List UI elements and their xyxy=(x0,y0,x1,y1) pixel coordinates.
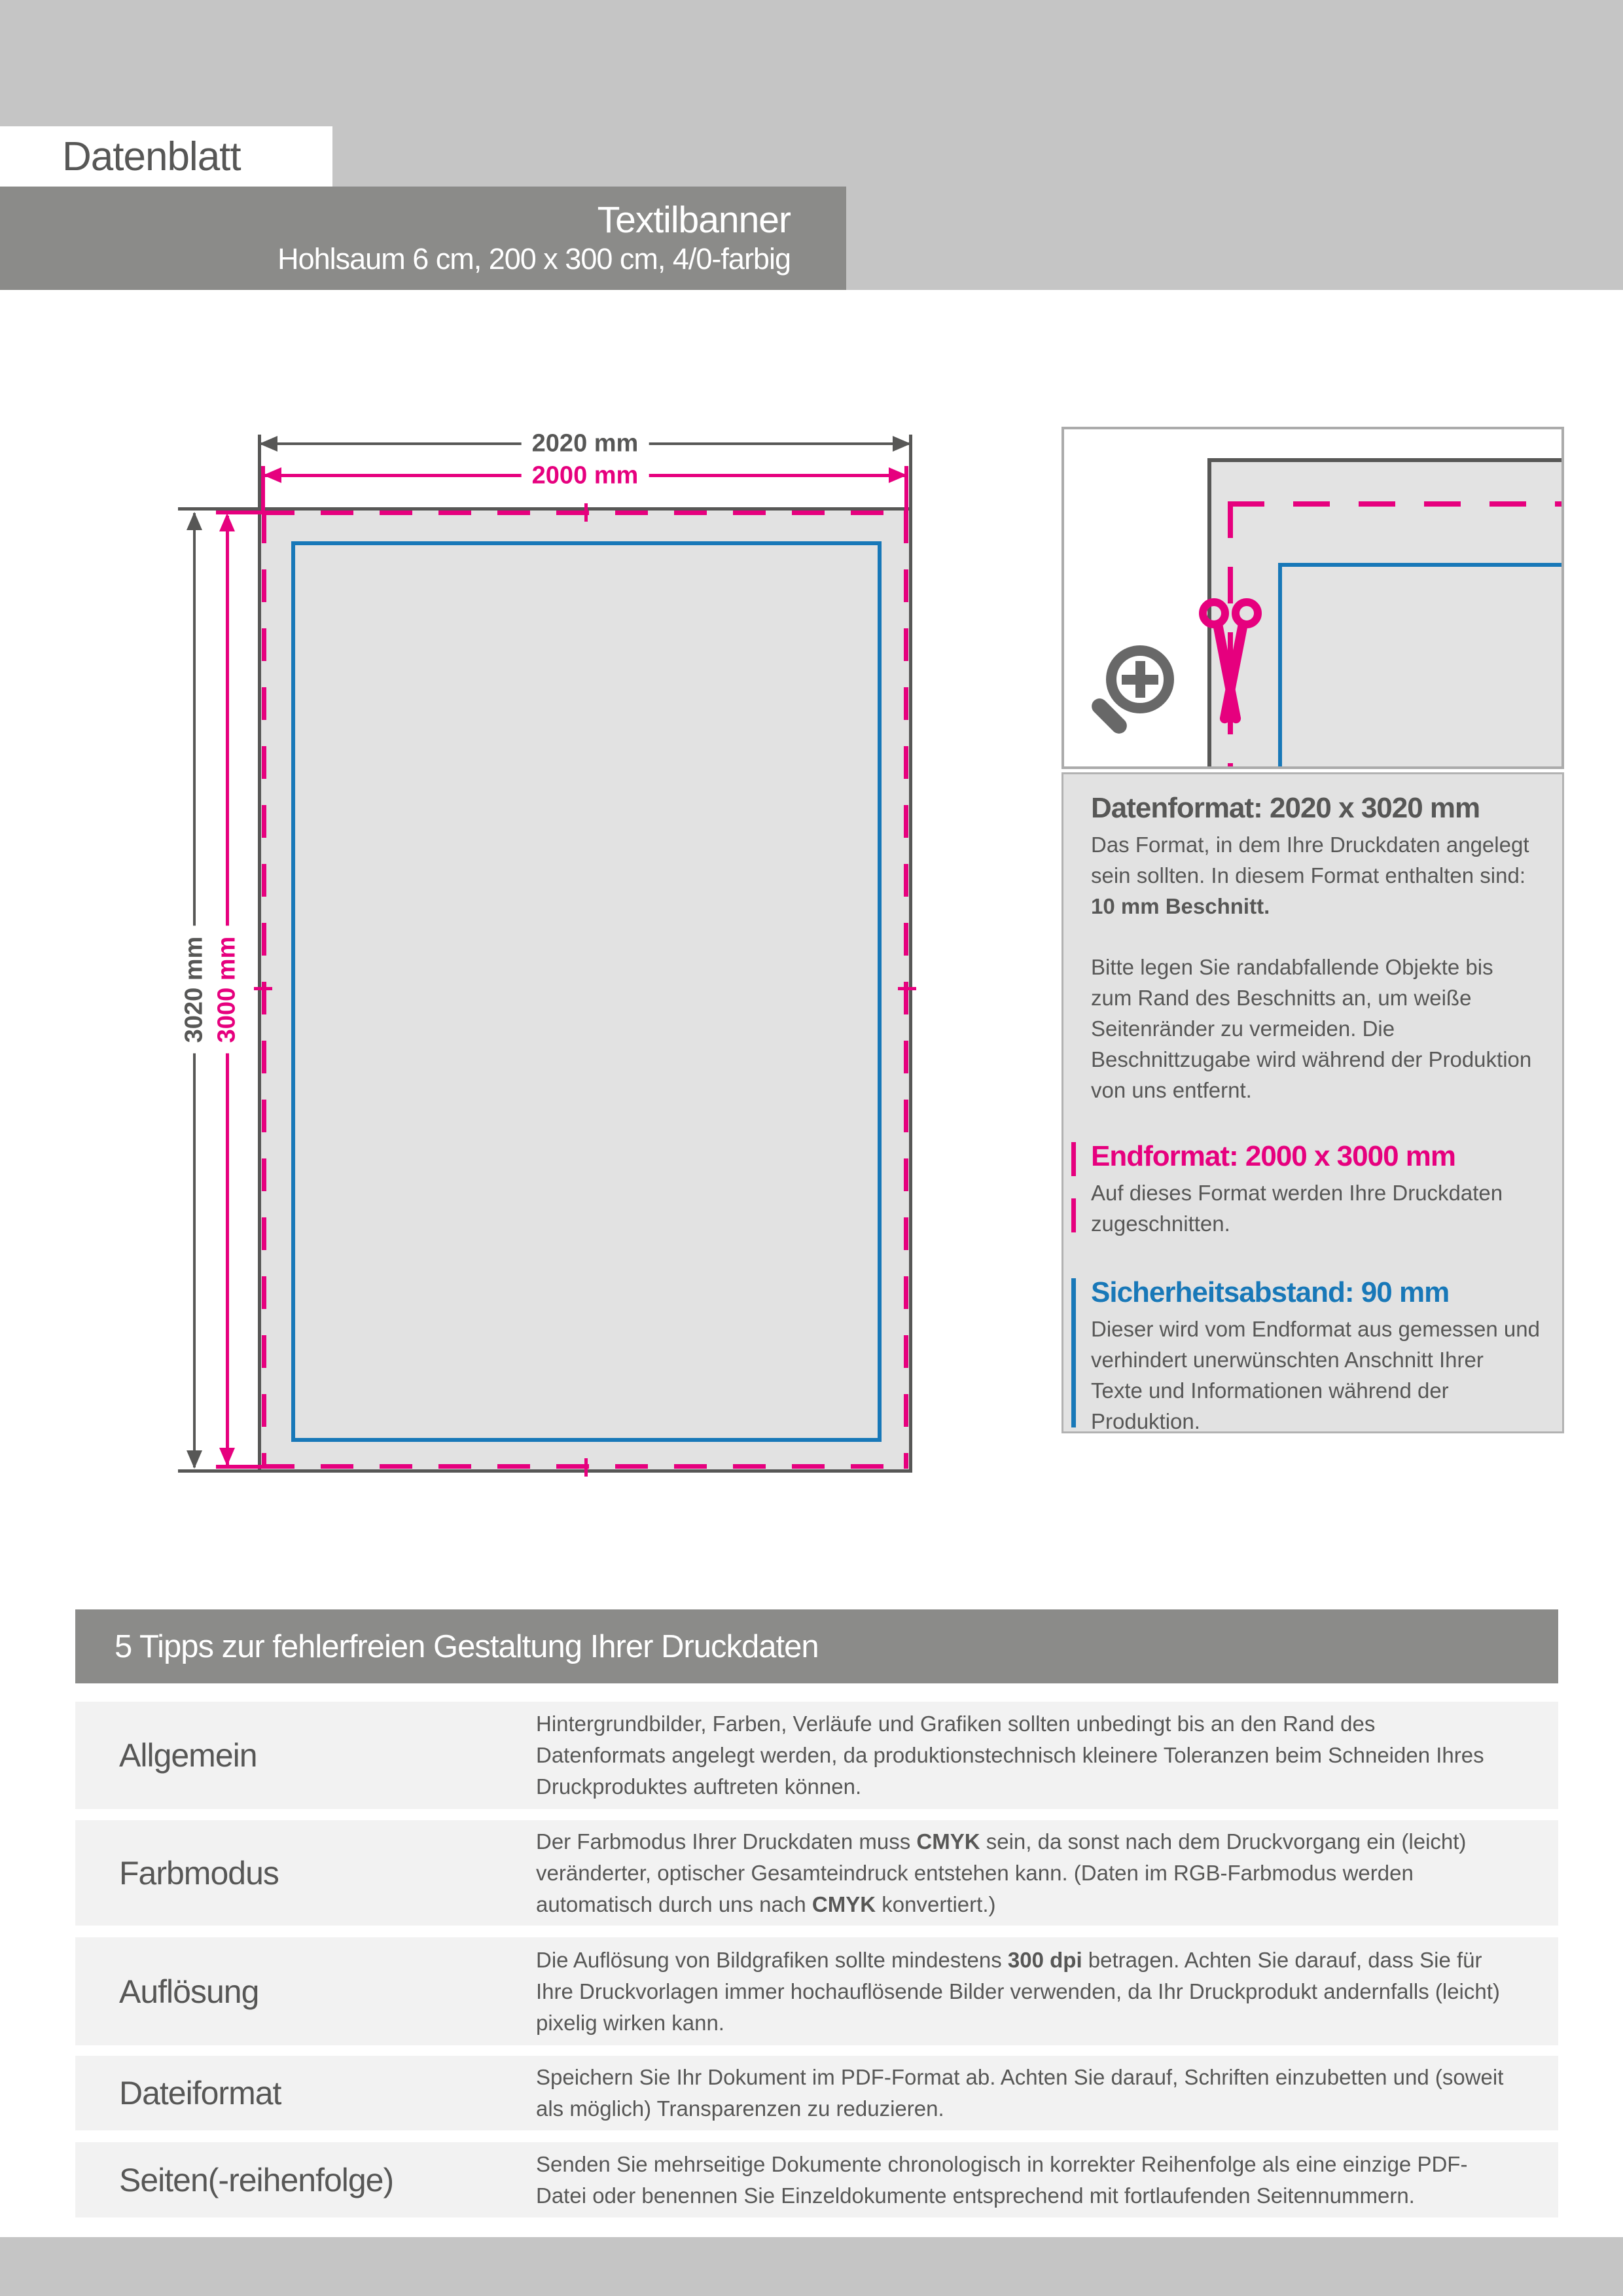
tip-label: Farbmodus xyxy=(119,1854,279,1892)
product-title: Textilbanner xyxy=(597,199,791,241)
doc-type-label: Datenblatt xyxy=(62,134,241,179)
detail-datenformat-edge-h xyxy=(1207,458,1564,462)
dim-label-height-inner: 3000 mm xyxy=(213,926,241,1054)
corner-detail-box xyxy=(1061,427,1564,769)
product-header-band xyxy=(0,187,846,290)
safety-marker-bar xyxy=(1071,1278,1076,1427)
tip-label: Seiten(-reihenfolge) xyxy=(119,2161,394,2198)
arrowhead-up-icon xyxy=(219,513,235,531)
safety-heading: Sicherheitsabstand: 90 mm xyxy=(1091,1276,1450,1308)
scissors-ring xyxy=(1232,598,1262,628)
dim-label-height-outer: 3020 mm xyxy=(181,926,209,1054)
dim-label-width-inner: 2000 mm xyxy=(522,462,649,490)
arrowhead-up-icon xyxy=(187,512,202,530)
section-endformat xyxy=(1091,1139,1540,1239)
product-subtitle: Hohlsaum 6 cm, 200 x 300 cm, 4/0-farbig xyxy=(277,242,791,276)
tips-header-bar xyxy=(75,1609,1558,1683)
endformat-para: Auf dieses Format werden Ihre Druckdaten zugeschnitten. xyxy=(1091,1181,1503,1236)
arrowhead-down-icon xyxy=(187,1450,202,1469)
tips-heading: 5 Tipps zur fehlerfreien Gestaltung Ihrer Druckdaten xyxy=(115,1628,819,1664)
tip-text: Senden Sie mehrseitige Dokumente chronologisch in korrekter Reihenfolge als eine einzige PDF-Datei oder benennen Sie Einzeldokumente entsprechend mit fortlaufenden Seitennummern. xyxy=(536,2151,1468,2208)
arrowhead-left-icon xyxy=(259,436,277,452)
datenformat-heading: Datenformat: 2020 x 3020 mm xyxy=(1091,792,1480,824)
format-info-panel xyxy=(1061,772,1564,1433)
scissors-icon xyxy=(1191,590,1270,731)
tip-text: Hintergrundbilder, Farben, Verläufe und Grafiken sollten unbedingt bis an den Rand des Datenformats angelegt werden, da produktionstechnisch kleinere Toleranzen beim Schneiden Ihres Druckproduktes auftreten können. xyxy=(536,1712,1484,1799)
tip-row-aufloesung xyxy=(75,1937,1558,2045)
tip-label: Dateiformat xyxy=(119,2075,281,2111)
tip-label: Allgemein xyxy=(119,1737,257,1774)
safety-margin-rect xyxy=(291,541,882,1442)
datenformat-para1: Das Format, in dem Ihre Druckdaten angelegt sein sollten. In diesem Format enthalten sind: 10 mm Beschnitt. xyxy=(1091,833,1529,918)
bleed-tick-right xyxy=(898,987,916,990)
magnifier-plus-icon xyxy=(1106,645,1185,724)
tip-text: Speichern Sie Ihr Dokument im PDF-Format ab. Achten Sie darauf, Schriften einzubetten und (soweit als möglich) Transparenzen zu reduzieren. xyxy=(536,2065,1504,2121)
tip-label: Auflösung xyxy=(119,1973,259,2010)
tip-row-seitenreihenfolge xyxy=(75,2142,1558,2217)
detail-safety-line-h xyxy=(1278,563,1564,567)
arrowhead-right-icon xyxy=(893,436,911,452)
bleed-tick-bottom xyxy=(584,1458,588,1477)
tip-text: Der Farbmodus Ihrer Druckdaten muss CMYK sein, da sonst nach dem Druckvorgang ein (leicht) veränderter, optischer Gesamteindruck entstehen kann. (Daten im RGB-Farbmodus werden automatisch durch uns nach CMYK konvertiert.) xyxy=(536,1829,1467,1916)
detail-safety-line-v xyxy=(1278,563,1282,769)
bleed-tick-left xyxy=(254,987,272,990)
endformat-marker-bar xyxy=(1071,1142,1076,1240)
datenformat-para2: Bitte legen Sie randabfallende Objekte bis zum Rand des Beschnitts an, um weiße Seitenränder zu vermeiden. Die Beschnittzugabe wird während der Produktion von uns entfernt. xyxy=(1091,955,1532,1102)
safety-para: Dieser wird vom Endformat aus gemessen und verhindert unerwünschten Anschnitt Ihrer Texte und Informationen während der Produktion. xyxy=(1091,1317,1540,1433)
arrowhead-right-icon xyxy=(889,467,907,483)
tip-text: Die Auflösung von Bildgrafiken sollte mindestens 300 dpi betragen. Achten Sie darauf, dass Sie für Ihre Druckvorlagen immer hochauflösende Bilder verwenden, da Ihr Druckprodukt andernfalls (leicht) pixelig wirken kann. xyxy=(536,1947,1500,2035)
arrowhead-down-icon xyxy=(219,1448,235,1466)
tip-row-dateiformat xyxy=(75,2056,1558,2130)
tip-row-farbmodus xyxy=(75,1820,1558,1926)
tip-row-allgemein xyxy=(75,1702,1558,1809)
bottom-gray-band xyxy=(0,2237,1623,2296)
section-sicherheitsabstand xyxy=(1091,1276,1540,1437)
dim-label-width-outer: 2020 mm xyxy=(522,430,649,458)
scissors-ring xyxy=(1199,598,1229,628)
section-datenformat xyxy=(1091,791,1540,1105)
detail-cut-line-h xyxy=(1228,501,1564,507)
magnifier-plus-v xyxy=(1135,661,1145,698)
doc-type-box xyxy=(0,126,332,187)
bleed-tick-top xyxy=(584,503,588,522)
endformat-heading: Endformat: 2000 x 3000 mm xyxy=(1091,1140,1456,1172)
extension-line xyxy=(178,1469,258,1473)
arrowhead-left-icon xyxy=(263,467,281,483)
